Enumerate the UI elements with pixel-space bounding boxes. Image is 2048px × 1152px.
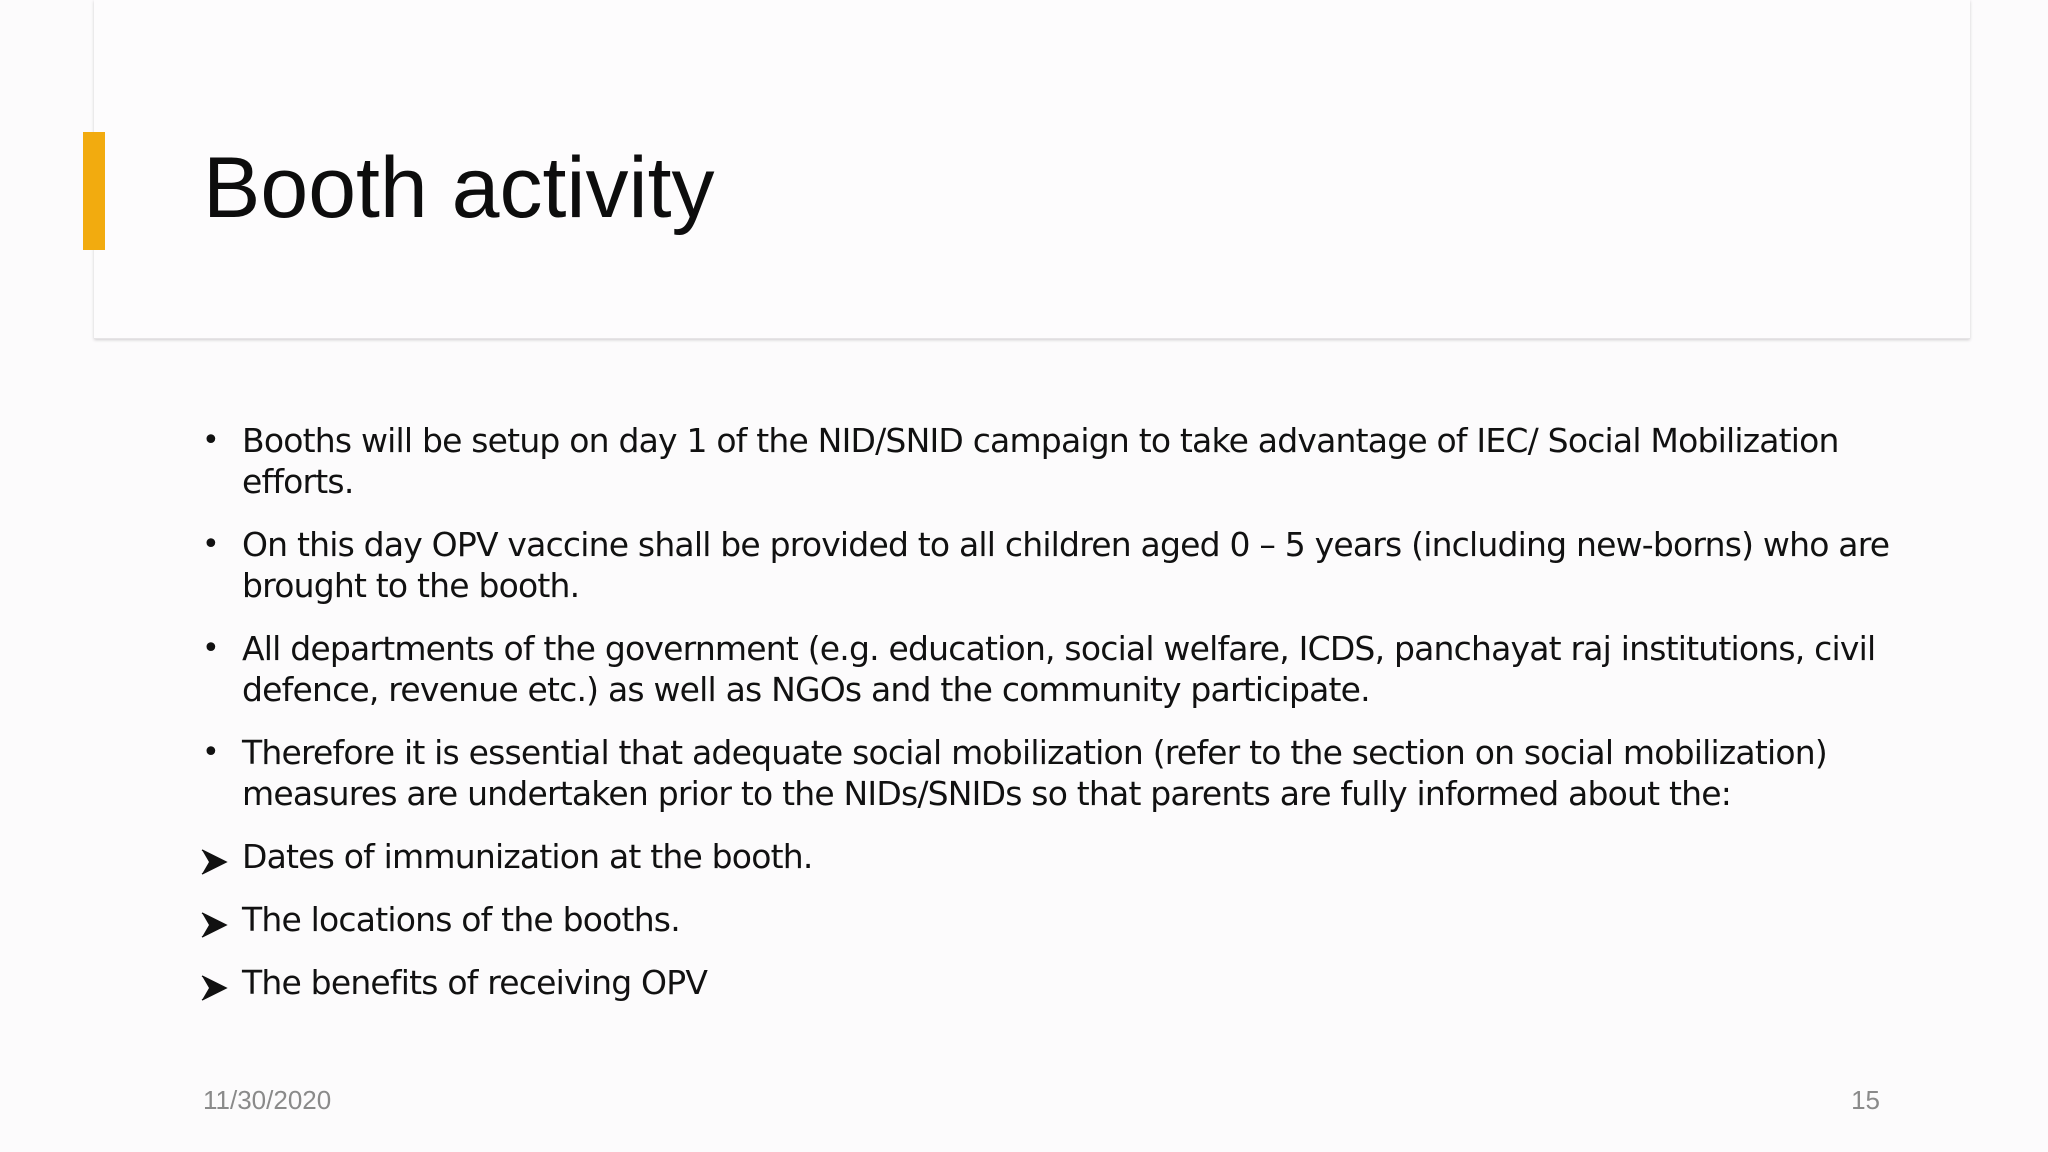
arrowhead-bullet-icon [200,907,228,935]
bullet-text: On this day OPV vaccine shall be provided to all children aged 0 – 5 years (including new-borns) who are brought to the booth. [242,525,1890,605]
page-number: 15 [1851,1085,1880,1115]
sub-item-text: The locations of the booths. [242,900,680,939]
round-bullet-icon: • [202,631,219,666]
bullet-text: All departments of the government (e.g. education, social welfare, ICDS, panchayat raj institutions, civil defence, revenue etc.) as well as NGOs and the community participate. [242,629,1876,709]
slide-body [200,420,1900,1025]
footer-date: 11/30/2020 [203,1085,332,1115]
bullet-item [200,524,1900,606]
round-bullet-icon: • [202,527,219,562]
title-accent-bar [83,132,105,250]
bullet-text: Booths will be setup on day 1 of the NID/SNID campaign to take advantage of IEC/ Social Mobilization efforts. [242,421,1839,501]
sub-item [200,899,1900,940]
round-bullet-icon: • [202,423,219,458]
bullet-item [200,420,1900,502]
arrowhead-bullet-icon [200,970,228,998]
round-bullet-icon: • [202,735,219,770]
sub-item-text: The benefits of receiving OPV [242,963,708,1002]
arrowhead-bullet-icon [200,844,228,872]
sub-item [200,836,1900,877]
bullet-item [200,732,1900,814]
sub-item-text: Dates of immunization at the booth. [242,837,813,876]
bullet-text: Therefore it is essential that adequate social mobilization (refer to the section on social mobilization) measures are undertaken prior to the NIDs/SNIDs so that parents are fully informed about the: [242,733,1827,813]
slide-title: Booth activity [203,140,715,236]
bullet-item [200,628,1900,710]
sub-item [200,962,1900,1003]
